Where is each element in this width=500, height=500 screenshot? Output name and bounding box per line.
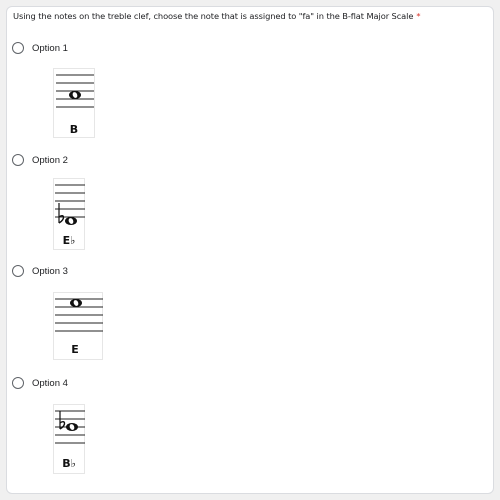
option-4-label: Option 4 <box>32 377 68 389</box>
option-1-radio[interactable] <box>12 42 24 54</box>
option-1[interactable] <box>12 40 312 56</box>
option-4-note-letter: B♭ <box>62 457 76 470</box>
option-1-whole-note <box>69 91 81 99</box>
option-4-whole-note <box>66 423 78 431</box>
option-3-note-letter: E <box>71 343 79 356</box>
option-1-note-letter: B <box>69 123 79 136</box>
option-3-radio[interactable] <box>12 265 24 277</box>
option-3[interactable] <box>12 263 312 279</box>
option-2-whole-note <box>65 217 77 225</box>
question-title <box>13 11 483 21</box>
question-text: Using the notes on the treble clef, choose the note that is assigned to "fa" in the B-flat Major Scale <box>13 11 414 21</box>
option-2-note-letter: E♭ <box>62 234 76 247</box>
option-4-note-image <box>53 404 85 474</box>
option-4-flat-icon <box>60 411 65 429</box>
option-3-label: Option 3 <box>32 265 68 277</box>
option-2-radio[interactable] <box>12 154 24 166</box>
option-4[interactable] <box>12 375 312 391</box>
option-1-note-image <box>53 68 95 138</box>
option-2-label: Option 2 <box>32 154 68 166</box>
option-2-flat-icon <box>59 203 64 223</box>
option-2[interactable] <box>12 152 312 168</box>
required-asterisk: * <box>416 11 421 21</box>
option-3-whole-note <box>70 299 82 307</box>
option-2-note-image <box>53 178 85 250</box>
option-3-note-image <box>53 292 103 360</box>
option-4-radio[interactable] <box>12 377 24 389</box>
option-1-label: Option 1 <box>32 42 68 54</box>
